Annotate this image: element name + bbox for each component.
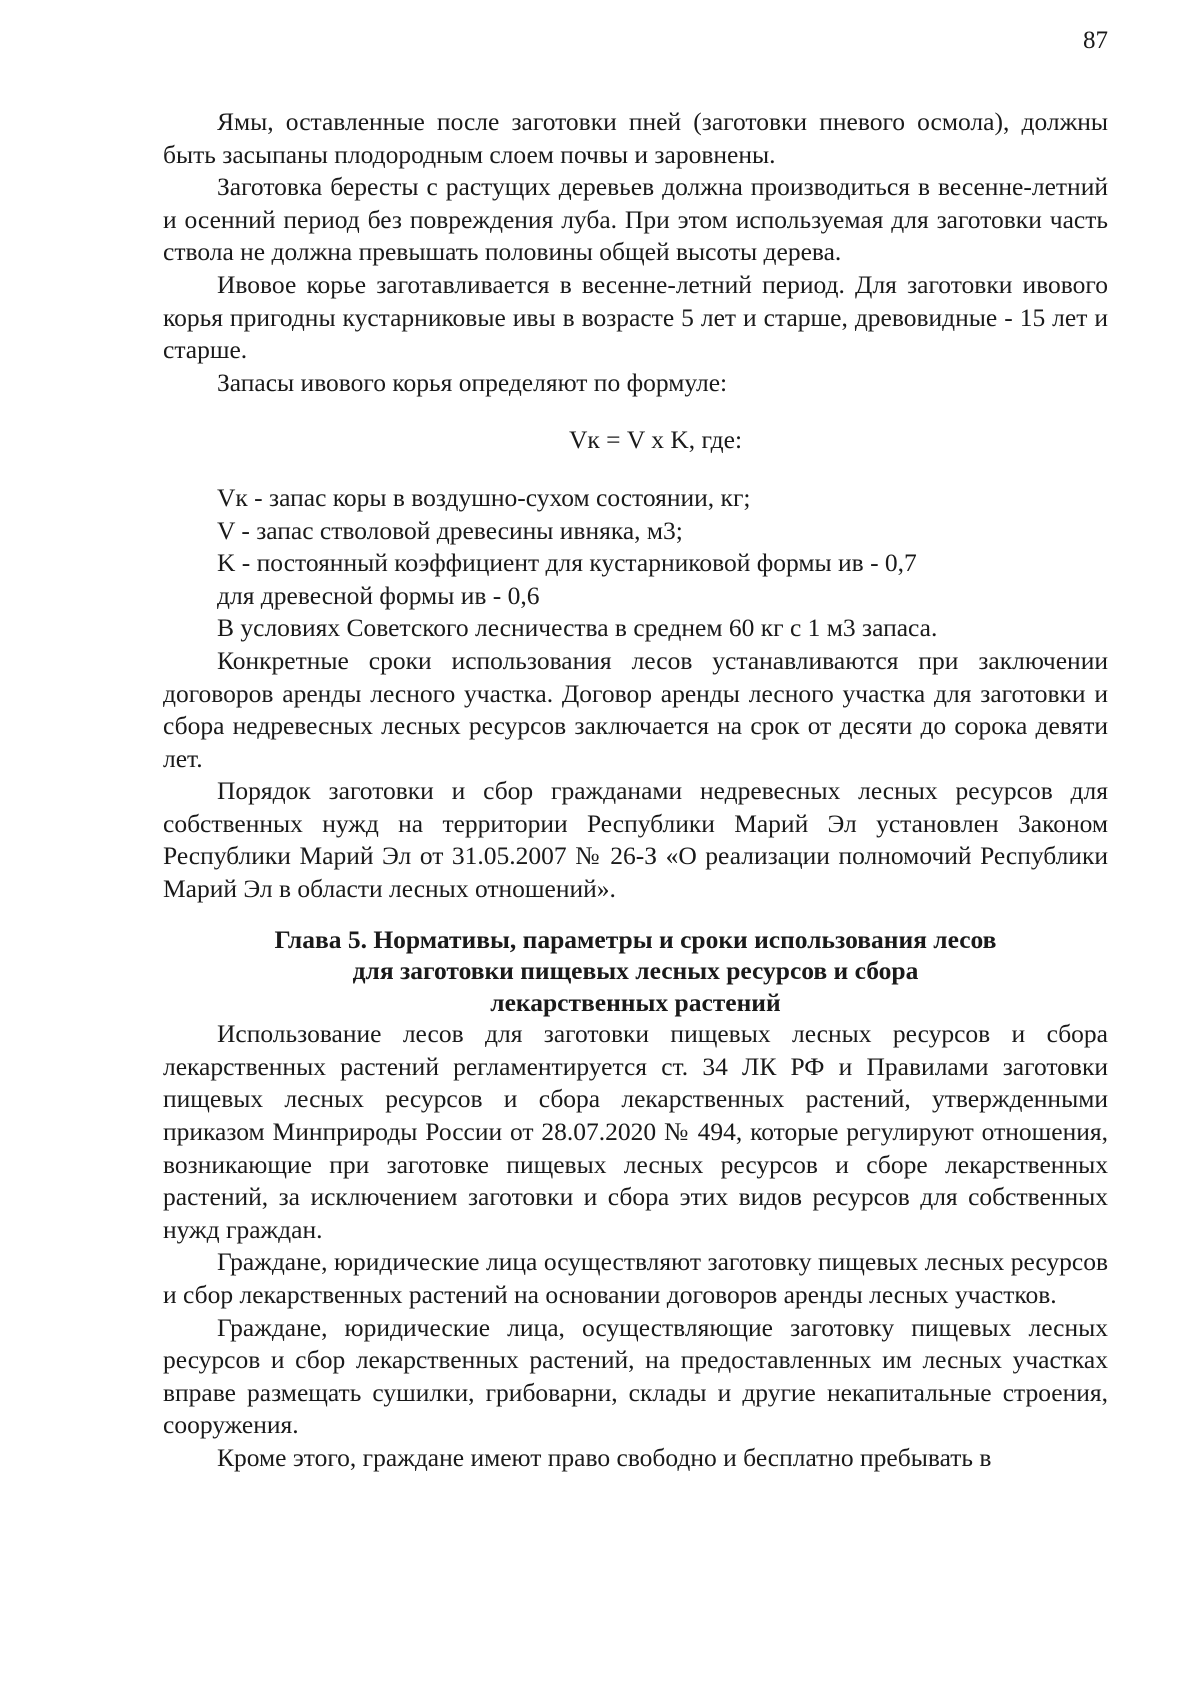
definition-line: K - постоянный коэффициент для кустарниковой формы ив - 0,7 — [217, 548, 917, 578]
page-number: 87 — [1083, 27, 1108, 54]
paragraph: Использование лесов для заготовки пищевых лесных ресурсов и сбора лекарственных растений регламентируется ст. 34 ЛК РФ и Правилами заготовки пищевых лесных ресурсов и сбора лекарственных растений, утвержденными приказом Минприроды России от 28.07.2020 № 494, которые регулируют отношения, возникающие при заготовке пищевых лесных ресурсов и сборе лекарственных растений, за исключением заготовки и сбора этих видов ресурсов для собственных нужд граждан. — [163, 1019, 1108, 1244]
paragraph: Заготовка бересты с растущих деревьев должна производиться в весенне-летний и осенний период без повреждения луба. При этом используемая для заготовки часть ствола не должна превышать половины общей высоты дерева. — [163, 172, 1108, 267]
chapter-title-line: для заготовки пищевых лесных ресурсов и сбора — [352, 956, 919, 986]
definition-line: Vк - запас коры в воздушно-сухом состоянии, кг; — [217, 482, 751, 512]
paragraph: Граждане, юридические лица, осуществляющие заготовку пищевых лесных ресурсов и сбор лекарственных растений, на предоставленных им лесных участках вправе размещать сушилки, грибоварни, склады и другие некапитальные строения, сооружения. — [163, 1312, 1108, 1440]
paragraph: Кроме этого, граждане имеют право свободно и бесплатно пребывать в — [217, 1442, 992, 1472]
chapter-title-line: Глава 5. Нормативы, параметры и сроки использования лесов — [274, 924, 997, 954]
paragraph: Порядок заготовки и сбор гражданами недревесных лесных ресурсов для собственных нужд на территории Республики Марий Эл установлен Законом Республики Марий Эл от 31.05.2007 № 26-З «О реализации полномочий Республики Марий Эл в области лесных отношений». — [163, 776, 1108, 904]
definition-line: для древесной формы ив - 0,6 — [217, 580, 540, 610]
document-body — [163, 106, 1108, 1474]
paragraph: Конкретные сроки использования лесов устанавливаются при заключении договоров аренды лесного участка. Договор аренды лесного участка для заготовки и сбора недревесных лесных ресурсов заключается на срок от десяти до сорока девяти лет. — [163, 645, 1108, 773]
formula: Vк = V x K, где: — [568, 425, 743, 455]
definition-line: В условиях Советского лесничества в среднем 60 кг с 1 м3 запаса. — [217, 613, 938, 643]
paragraph: Запасы ивового корья определяют по формуле: — [217, 367, 728, 397]
chapter-title — [163, 924, 1108, 1019]
chapter-title-line: лекарственных растений — [490, 987, 781, 1017]
paragraph: Граждане, юридические лица осуществляют заготовку пищевых лесных ресурсов и сбор лекарственных растений на основании договоров аренды лесных участков. — [163, 1247, 1108, 1309]
paragraph: Ивовое корье заготавливается в весенне-летний период. Для заготовки ивового корья пригодны кустарниковые ивы в возрасте 5 лет и старше, древовидные - 15 лет и старше. — [163, 269, 1108, 365]
definition-line: V - запас стволовой древесины ивняка, м3; — [217, 515, 683, 545]
paragraph: Ямы, оставленные после заготовки пней (заготовки пневого осмола), должны быть засыпаны плодородным слоем почвы и заровнены. — [163, 107, 1108, 169]
